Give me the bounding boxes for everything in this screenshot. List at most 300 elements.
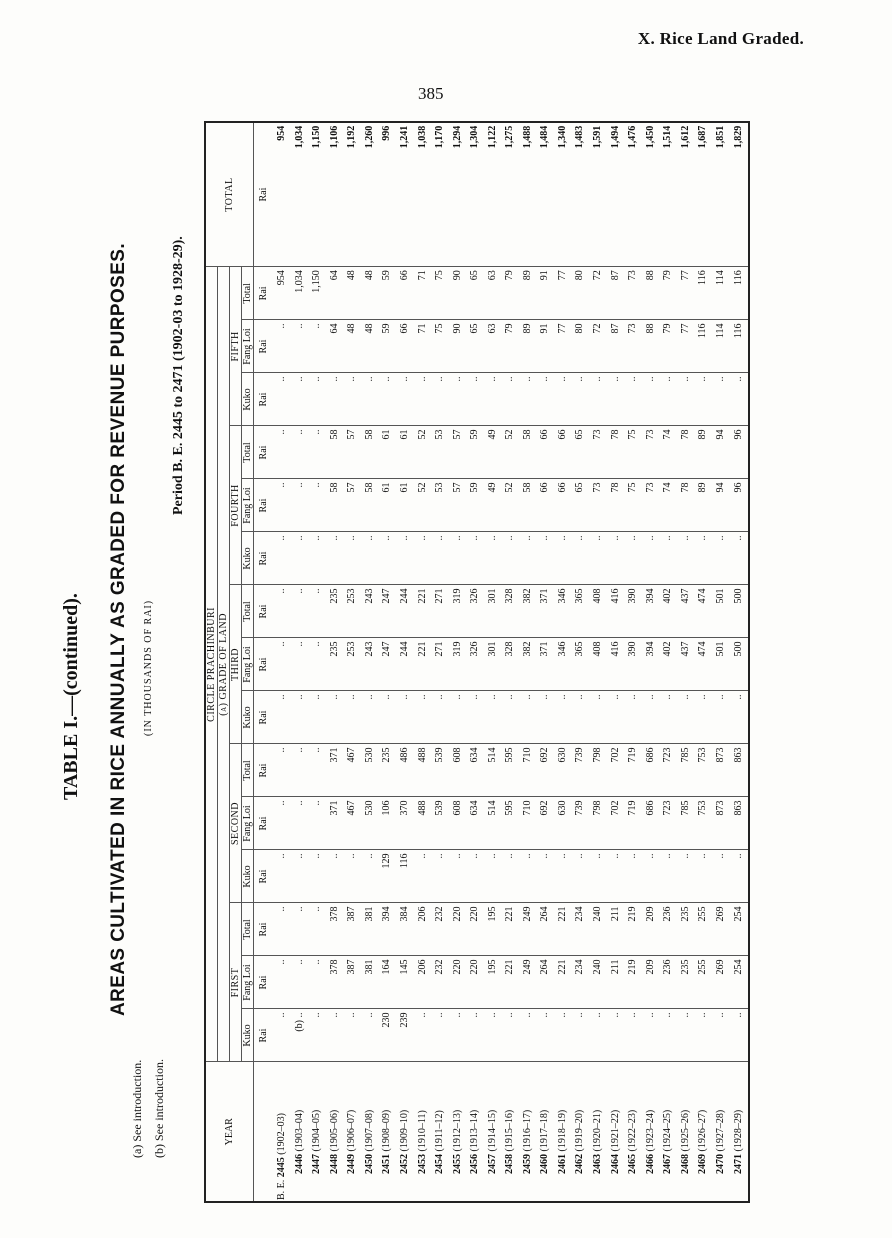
value-cell: 219 xyxy=(625,903,643,956)
value-cell: .. xyxy=(414,691,432,744)
value-cell: .. xyxy=(537,850,555,903)
value-cell: .. xyxy=(677,373,695,426)
value-cell: 371 xyxy=(326,744,344,797)
value-cell: .. xyxy=(467,850,485,903)
value-cell: .. xyxy=(554,532,572,585)
value-cell: .. xyxy=(712,373,730,426)
grand-total-cell: 1,241 xyxy=(397,122,415,267)
value-cell: 595 xyxy=(502,797,520,850)
value-cell: .. xyxy=(712,850,730,903)
ce-year: (1913–14) xyxy=(469,1109,481,1152)
grand-total-cell: 1,150 xyxy=(309,122,327,267)
section-header: X. Rice Land Graded. xyxy=(637,29,804,48)
be-year: 2461 xyxy=(556,1154,568,1174)
sub-header: Total xyxy=(242,903,254,956)
year-cell xyxy=(660,1062,678,1202)
year-cell xyxy=(730,1062,749,1202)
value-cell: .. xyxy=(274,320,292,373)
value-cell: 235 xyxy=(677,903,695,956)
be-year: 2463 xyxy=(592,1154,604,1174)
year-cell xyxy=(695,1062,713,1202)
value-cell: 206 xyxy=(414,903,432,956)
value-cell: .. xyxy=(291,585,309,638)
value-cell: .. xyxy=(712,1009,730,1062)
unit-cell: Rai xyxy=(254,797,274,850)
value-cell: .. xyxy=(519,532,537,585)
value-cell: 79 xyxy=(660,267,678,320)
value-cell: 87 xyxy=(607,320,625,373)
value-cell: 785 xyxy=(677,744,695,797)
be-year: 2467 xyxy=(662,1154,674,1174)
value-cell: 247 xyxy=(379,585,397,638)
value-cell: .. xyxy=(449,373,467,426)
value-cell: 514 xyxy=(484,744,502,797)
value-cell: 785 xyxy=(677,797,695,850)
value-cell: 49 xyxy=(484,426,502,479)
value-cell: 686 xyxy=(642,744,660,797)
value-cell: 211 xyxy=(607,956,625,1009)
table-row xyxy=(309,122,327,1202)
value-cell: .. xyxy=(274,903,292,956)
value-cell: .. xyxy=(537,532,555,585)
value-cell: 467 xyxy=(344,797,362,850)
value-cell: 49 xyxy=(484,479,502,532)
be-year: 2471 xyxy=(732,1154,744,1174)
year-cell xyxy=(467,1062,485,1202)
value-cell: .. xyxy=(730,532,749,585)
value-cell: .. xyxy=(467,532,485,585)
value-cell: .. xyxy=(397,532,415,585)
value-cell: 59 xyxy=(379,320,397,373)
value-cell: 264 xyxy=(537,956,555,1009)
value-cell: .. xyxy=(397,373,415,426)
page-number: 385 xyxy=(418,84,444,103)
value-cell: 254 xyxy=(730,903,749,956)
grand-total-cell: 1,275 xyxy=(502,122,520,267)
be-year: 2454 xyxy=(434,1154,446,1174)
value-cell: 195 xyxy=(484,956,502,1009)
value-cell: 378 xyxy=(326,956,344,1009)
value-cell: 220 xyxy=(467,956,485,1009)
value-cell: 488 xyxy=(414,744,432,797)
value-cell: 59 xyxy=(467,479,485,532)
value-cell: .. xyxy=(449,850,467,903)
value-cell: 365 xyxy=(572,638,590,691)
value-cell: .. xyxy=(379,373,397,426)
grade-fifth: FIFTH xyxy=(230,267,242,426)
value-cell: .. xyxy=(291,691,309,744)
footnote-a: (a) See introduction. xyxy=(130,1059,144,1158)
ce-year: (1915–16) xyxy=(504,1109,516,1152)
value-cell: 114 xyxy=(712,267,730,320)
value-cell: 384 xyxy=(397,903,415,956)
value-cell: .. xyxy=(625,532,643,585)
value-cell: 73 xyxy=(625,320,643,373)
value-cell: 686 xyxy=(642,797,660,850)
year-cell xyxy=(361,1062,379,1202)
grand-total-cell: 1,260 xyxy=(361,122,379,267)
unit-cell: Rai xyxy=(254,744,274,797)
value-cell: 326 xyxy=(467,638,485,691)
value-cell: 75 xyxy=(625,426,643,479)
value-cell: 501 xyxy=(712,585,730,638)
value-cell: .. xyxy=(274,1009,292,1062)
value-cell: 89 xyxy=(519,320,537,373)
year-cell xyxy=(326,1062,344,1202)
value-cell: .. xyxy=(554,1009,572,1062)
value-cell: 63 xyxy=(484,267,502,320)
be-year: 2446 xyxy=(293,1154,305,1174)
unit-row xyxy=(254,122,274,1202)
value-cell: 630 xyxy=(554,744,572,797)
value-cell: .. xyxy=(467,691,485,744)
be-year: 2457 xyxy=(486,1154,498,1174)
value-cell: 702 xyxy=(607,744,625,797)
be-year: 2464 xyxy=(609,1154,621,1174)
value-cell: 209 xyxy=(642,903,660,956)
value-cell: 370 xyxy=(397,797,415,850)
value-cell: 52 xyxy=(414,479,432,532)
value-cell: 88 xyxy=(642,267,660,320)
grand-total-cell: 1,488 xyxy=(519,122,537,267)
value-cell: 48 xyxy=(361,320,379,373)
value-cell: .. xyxy=(677,691,695,744)
value-cell: 72 xyxy=(590,267,608,320)
value-cell: 48 xyxy=(344,320,362,373)
value-cell: 80 xyxy=(572,320,590,373)
value-cell: 390 xyxy=(625,638,643,691)
be-year: 2459 xyxy=(521,1154,533,1174)
value-cell: 486 xyxy=(397,744,415,797)
be-year: 2468 xyxy=(679,1154,691,1174)
value-cell: 269 xyxy=(712,903,730,956)
year-cell xyxy=(502,1062,520,1202)
be-year: 2451 xyxy=(381,1154,393,1174)
value-cell: 235 xyxy=(379,744,397,797)
sub-header: Total xyxy=(242,744,254,797)
year-cell xyxy=(379,1062,397,1202)
value-cell: .. xyxy=(502,691,520,744)
value-cell: .. xyxy=(502,1009,520,1062)
value-cell: .. xyxy=(309,426,327,479)
grand-total-cell: 1,687 xyxy=(695,122,713,267)
value-cell: 234 xyxy=(572,956,590,1009)
header-row-4 xyxy=(242,122,254,1202)
value-cell: 58 xyxy=(326,426,344,479)
value-cell: 106 xyxy=(379,797,397,850)
grand-total-cell: 1,038 xyxy=(414,122,432,267)
value-cell: 71 xyxy=(414,267,432,320)
table-row xyxy=(625,122,643,1202)
value-cell: 402 xyxy=(660,585,678,638)
value-cell: .. xyxy=(590,532,608,585)
table-row xyxy=(414,122,432,1202)
value-cell: .. xyxy=(537,1009,555,1062)
value-cell: .. xyxy=(554,691,572,744)
unit-cell: Rai xyxy=(254,267,274,320)
table-row xyxy=(730,122,749,1202)
value-cell: 58 xyxy=(326,479,344,532)
value-cell: .. xyxy=(607,373,625,426)
be-year: 2455 xyxy=(451,1154,463,1174)
ce-year: (1912–13) xyxy=(451,1109,463,1152)
value-cell: .. xyxy=(695,1009,713,1062)
be-year: 2465 xyxy=(627,1154,639,1174)
grand-total-cell: 1,829 xyxy=(730,122,749,267)
sub-header: Fang Loi xyxy=(242,797,254,850)
table-row xyxy=(572,122,590,1202)
be-year: 2450 xyxy=(363,1154,375,1174)
unit-cell: Rai xyxy=(254,850,274,903)
value-cell: 53 xyxy=(432,426,450,479)
value-cell: 61 xyxy=(379,426,397,479)
value-cell: 236 xyxy=(660,956,678,1009)
value-cell: 58 xyxy=(361,479,379,532)
value-cell: .. xyxy=(502,373,520,426)
value-cell: 719 xyxy=(625,744,643,797)
value-cell: 271 xyxy=(432,585,450,638)
value-cell: 467 xyxy=(344,744,362,797)
value-cell: .. xyxy=(695,691,713,744)
grand-total-cell: 1,494 xyxy=(607,122,625,267)
value-cell: 89 xyxy=(695,426,713,479)
value-cell: 381 xyxy=(361,903,379,956)
unit-cell: Rai xyxy=(254,479,274,532)
sub-header: Fang Loi xyxy=(242,479,254,532)
ce-year: (1918–19) xyxy=(556,1109,568,1152)
value-cell: .. xyxy=(660,691,678,744)
value-cell: 74 xyxy=(660,426,678,479)
value-cell: .. xyxy=(274,532,292,585)
sub-header: Fang Loi xyxy=(242,956,254,1009)
value-cell: 75 xyxy=(432,320,450,373)
value-cell: .. xyxy=(274,850,292,903)
value-cell: 61 xyxy=(397,426,415,479)
value-cell: .. xyxy=(309,532,327,585)
be-year: 2452 xyxy=(399,1154,410,1174)
units-note: (IN THOUSANDS OF RAI) xyxy=(143,599,154,736)
value-cell: .. xyxy=(607,850,625,903)
value-cell: 96 xyxy=(730,479,749,532)
value-cell: .. xyxy=(590,373,608,426)
value-cell: .. xyxy=(660,532,678,585)
be-year: 2447 xyxy=(311,1154,323,1174)
value-cell: .. xyxy=(660,1009,678,1062)
value-cell: 91 xyxy=(537,320,555,373)
value-cell: 211 xyxy=(607,903,625,956)
ce-year: (1907–08) xyxy=(363,1109,375,1152)
period-heading: Period B. E. 2445 to 2471 (1902-03 to 1928-29). xyxy=(171,236,186,515)
table-row xyxy=(607,122,625,1202)
value-cell: 608 xyxy=(449,797,467,850)
value-cell: 78 xyxy=(607,479,625,532)
value-cell: .. xyxy=(432,373,450,426)
value-cell: 371 xyxy=(326,797,344,850)
table-row xyxy=(449,122,467,1202)
ce-year: (1920–21) xyxy=(592,1109,604,1152)
table-row xyxy=(344,122,362,1202)
table-row xyxy=(397,122,415,1202)
value-cell: 57 xyxy=(449,479,467,532)
value-cell: 234 xyxy=(572,903,590,956)
ce-year: (1922–23) xyxy=(627,1109,639,1152)
value-cell: .. xyxy=(554,373,572,426)
value-cell: .. xyxy=(607,691,625,744)
table-label: TABLE I.—(continued). xyxy=(60,593,82,800)
value-cell: 702 xyxy=(607,797,625,850)
ce-year: (1924–25) xyxy=(662,1109,674,1152)
grand-total-cell: 1,591 xyxy=(590,122,608,267)
sub-header: Kuko xyxy=(242,1009,254,1062)
value-cell: .. xyxy=(572,1009,590,1062)
value-cell: .. xyxy=(291,797,309,850)
value-cell: .. xyxy=(379,532,397,585)
value-cell: 365 xyxy=(572,585,590,638)
value-cell: 346 xyxy=(554,638,572,691)
value-cell: .. xyxy=(414,373,432,426)
value-cell: .. xyxy=(519,850,537,903)
value-cell: .. xyxy=(642,373,660,426)
unit-cell: Rai xyxy=(254,585,274,638)
value-cell: 530 xyxy=(361,797,379,850)
value-cell: .. xyxy=(291,956,309,1009)
sub-header: Fang Loi xyxy=(242,320,254,373)
value-cell: .. xyxy=(432,691,450,744)
be-year: 2448 xyxy=(328,1154,340,1174)
value-cell: .. xyxy=(361,691,379,744)
value-cell: .. xyxy=(291,373,309,426)
value-cell: 514 xyxy=(484,797,502,850)
value-cell: .. xyxy=(449,1009,467,1062)
table-row xyxy=(467,122,485,1202)
value-cell: 64 xyxy=(326,320,344,373)
value-cell: .. xyxy=(642,1009,660,1062)
value-cell: 77 xyxy=(554,320,572,373)
value-cell: 219 xyxy=(625,956,643,1009)
grand-total-cell: 1,484 xyxy=(537,122,555,267)
value-cell: 90 xyxy=(449,267,467,320)
value-cell: 390 xyxy=(625,585,643,638)
value-cell: 408 xyxy=(590,638,608,691)
value-cell: 73 xyxy=(625,267,643,320)
year-cell xyxy=(344,1062,362,1202)
value-cell: 73 xyxy=(590,426,608,479)
value-cell: 500 xyxy=(730,638,749,691)
grand-total-cell: 1,450 xyxy=(642,122,660,267)
value-cell: .. xyxy=(379,691,397,744)
unit-cell-blank xyxy=(254,1062,274,1202)
year-cell xyxy=(642,1062,660,1202)
value-cell: 87 xyxy=(607,267,625,320)
value-cell: 61 xyxy=(397,479,415,532)
value-cell: .. xyxy=(326,850,344,903)
value-cell: 271 xyxy=(432,638,450,691)
value-cell: 539 xyxy=(432,797,450,850)
table-row xyxy=(660,122,678,1202)
value-cell: 873 xyxy=(712,797,730,850)
ce-year: (1926–27) xyxy=(697,1109,709,1152)
value-cell: 79 xyxy=(502,320,520,373)
value-cell: .. xyxy=(625,850,643,903)
value-cell: .. xyxy=(554,850,572,903)
value-cell: 863 xyxy=(730,797,749,850)
value-cell: .. xyxy=(326,373,344,426)
value-cell: 539 xyxy=(432,744,450,797)
value-cell: 269 xyxy=(712,956,730,1009)
value-cell: 75 xyxy=(432,267,450,320)
value-cell: 145 xyxy=(397,956,415,1009)
value-cell: .. xyxy=(361,1009,379,1062)
value-cell: .. xyxy=(274,479,292,532)
value-cell: 236 xyxy=(660,903,678,956)
value-cell: 79 xyxy=(502,267,520,320)
value-cell: 408 xyxy=(590,585,608,638)
sub-header: Total xyxy=(242,585,254,638)
value-cell: 371 xyxy=(537,638,555,691)
value-cell: .. xyxy=(309,320,327,373)
table-row xyxy=(590,122,608,1202)
value-cell: 863 xyxy=(730,744,749,797)
value-cell: .. xyxy=(712,691,730,744)
value-cell: .. xyxy=(519,691,537,744)
be-year: 2458 xyxy=(504,1154,516,1174)
value-cell: 301 xyxy=(484,638,502,691)
value-cell: 66 xyxy=(397,320,415,373)
value-cell: .. xyxy=(291,638,309,691)
value-cell: 94 xyxy=(712,479,730,532)
value-cell: 378 xyxy=(326,903,344,956)
value-cell: 65 xyxy=(572,479,590,532)
value-cell: 114 xyxy=(712,320,730,373)
value-cell: .. xyxy=(414,1009,432,1062)
value-cell: 634 xyxy=(467,744,485,797)
value-cell: .. xyxy=(326,532,344,585)
value-cell: 753 xyxy=(695,797,713,850)
value-cell: 221 xyxy=(414,585,432,638)
value-cell: 58 xyxy=(361,426,379,479)
ce-year: (1906–07) xyxy=(346,1109,358,1152)
ce-year: (1917–18) xyxy=(539,1109,551,1152)
rice-land-table xyxy=(204,121,750,1203)
value-cell: 195 xyxy=(484,903,502,956)
value-cell: .. xyxy=(484,850,502,903)
value-cell: 209 xyxy=(642,956,660,1009)
value-cell: 52 xyxy=(502,479,520,532)
value-cell: 739 xyxy=(572,797,590,850)
grand-total-cell: 1,483 xyxy=(572,122,590,267)
year-cell xyxy=(537,1062,555,1202)
value-cell: .. xyxy=(432,850,450,903)
value-cell: .. xyxy=(274,956,292,1009)
value-cell: .. xyxy=(397,691,415,744)
value-cell: 65 xyxy=(467,320,485,373)
value-cell: 221 xyxy=(554,956,572,1009)
table-row xyxy=(361,122,379,1202)
unit-cell: Rai xyxy=(254,1009,274,1062)
value-cell: .. xyxy=(361,373,379,426)
ce-year: (1928–29) xyxy=(732,1109,744,1152)
value-cell: 595 xyxy=(502,744,520,797)
ce-year: (1925–26) xyxy=(679,1109,691,1152)
value-cell: 719 xyxy=(625,797,643,850)
value-cell: .. xyxy=(326,691,344,744)
value-cell: .. xyxy=(590,1009,608,1062)
value-cell: 437 xyxy=(677,638,695,691)
unit-cell: Rai xyxy=(254,373,274,426)
value-cell: 116 xyxy=(695,267,713,320)
ce-year: (1902–03) xyxy=(276,1113,288,1155)
unit-cell: Rai xyxy=(254,691,274,744)
